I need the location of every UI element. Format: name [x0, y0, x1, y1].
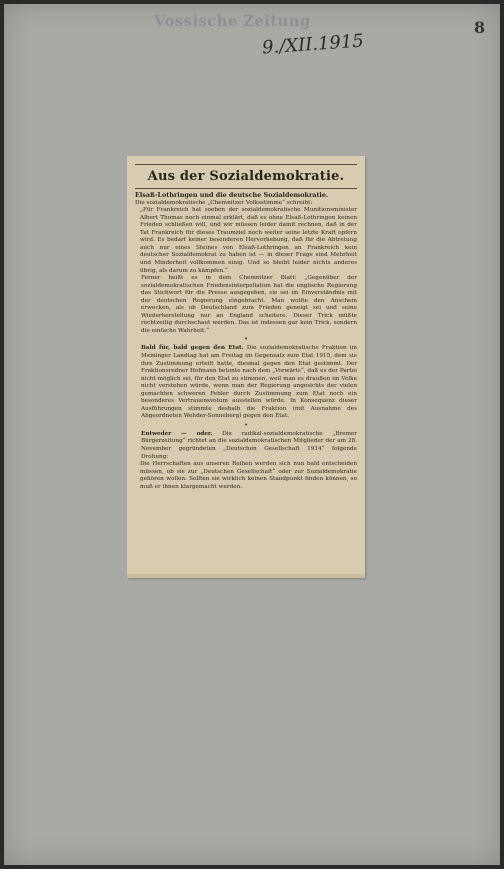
section2-lead: Bald für, bald gegen den Etat.: [141, 345, 244, 352]
headline-rule: [135, 188, 357, 189]
section3-paragraph: [135, 431, 357, 461]
section3-body: Die radikal-sozialdemokratische „Bremer Bürgerzeitung“ richtet an die sozialdemokratischen Mitglieder der am 28. November gegründeten „Deutschen Gesellschaft 1914“ folgende Drohung:: [141, 430, 357, 460]
newspaper-clipping: [127, 156, 365, 578]
section2-paragraph: [135, 345, 357, 420]
newspaper-stamp: Vossische Zeitung: [154, 12, 311, 30]
section-separator: •: [244, 336, 248, 344]
section-separator: •: [244, 421, 248, 429]
archive-sheet: [4, 4, 500, 865]
section1-intro: Die sozialdemokratische „Chemnitzer Volksstimme“ schreibt:: [135, 199, 313, 206]
clipping-headline: Aus der Sozialdemokratie.: [147, 169, 345, 184]
section3-quote: Die Herrschaften aus unseren Reihen werden sich nun bald entscheiden müssen, ob sie zur „Deutschen Gesellschaft“ oder zur Sozialdemokratie gehören wollen. Sollten sie wirklich keinen Standpunkt finden können, so muß er ihnen klargemacht werden.: [140, 461, 357, 490]
section2-body: Die sozialdemokratische Fraktion im Meininger Landtag hat am Freitag im Gegensatz zum Etat 1915, dem sie ihre Zustimmung erteilt hatte, diesmal gegen den Etat gestimmt. Der Fraktionsredner Hofmann betonte nach dem „Vorwärts“, daß es der Partei nicht möglich sei, für den Etat zu stimmen, weil man es draußen im Volke nicht verstehen würde, wenn man der Regierung angesichts der vielen gemachten schweren Fehler durch Zustimmung zum Etat noch ein besonderes Vertrauensvotum ausstellen würde. In Konsequenz dieser Ausführungen stimmte deshalb die Fraktion (mit Ausnahme des Abgeordneten Wehder-Sonneberg) gegen den Etat.: [141, 345, 357, 420]
top-rule: [135, 164, 357, 165]
page-number: 8: [474, 18, 486, 37]
section1-body: Ferner heißt es in dem Chemnitzer Blatt: „Gegenüber der sozialdemokratischen Friedensinterpellation hat die englische Regierung das Stichwort für die Presse ausgegeben, sie sei im Einverständnis mit der deutschen Regierung eingebracht. Man wollte den Anschein erwecken, als ob Deutschland zum Frieden geneigt sei und seine Wiederherstellung nur an England scheitere. Dieser Trick müßte rechtzeitig durchschaut werden. Das ist indessen gar kein Trick, sondern die einfache Wahrheit.“: [141, 275, 357, 334]
section1-subhead: Elsaß-Lothringen und die deutsche Sozialdemokratie.: [135, 191, 329, 199]
section3-lead: Entweder — oder.: [141, 430, 213, 437]
handwritten-date: 9./XII.1915: [261, 30, 365, 59]
clipping-cut-edge: [127, 574, 365, 578]
section1-quote: „Für Frankreich hat soeben der sozialdemokratische Munitionsminister Albert Thomas noch einmal erklärt, daß es ohne Elsaß-Lothringen keinen Frieden schließen will, und wir müssen leider damit rechnen, daß in der Tat Frankreich für dieses Traumziel noch weiter seine letzte Kraft opfern wird. Es bedarf keiner besonderen Hervorhebung, daß für die Abtretung auch nur eines Steines von Elsaß-Lothringen an Frankreich kein deutscher Sozialdemokrat zu haben ist — in dieser Frage sind Mehrheit und Minderheit vollkommen einig. Und so bleibt leider nichts anderes übrig, als darum zu kämpfen.“: [140, 207, 357, 274]
